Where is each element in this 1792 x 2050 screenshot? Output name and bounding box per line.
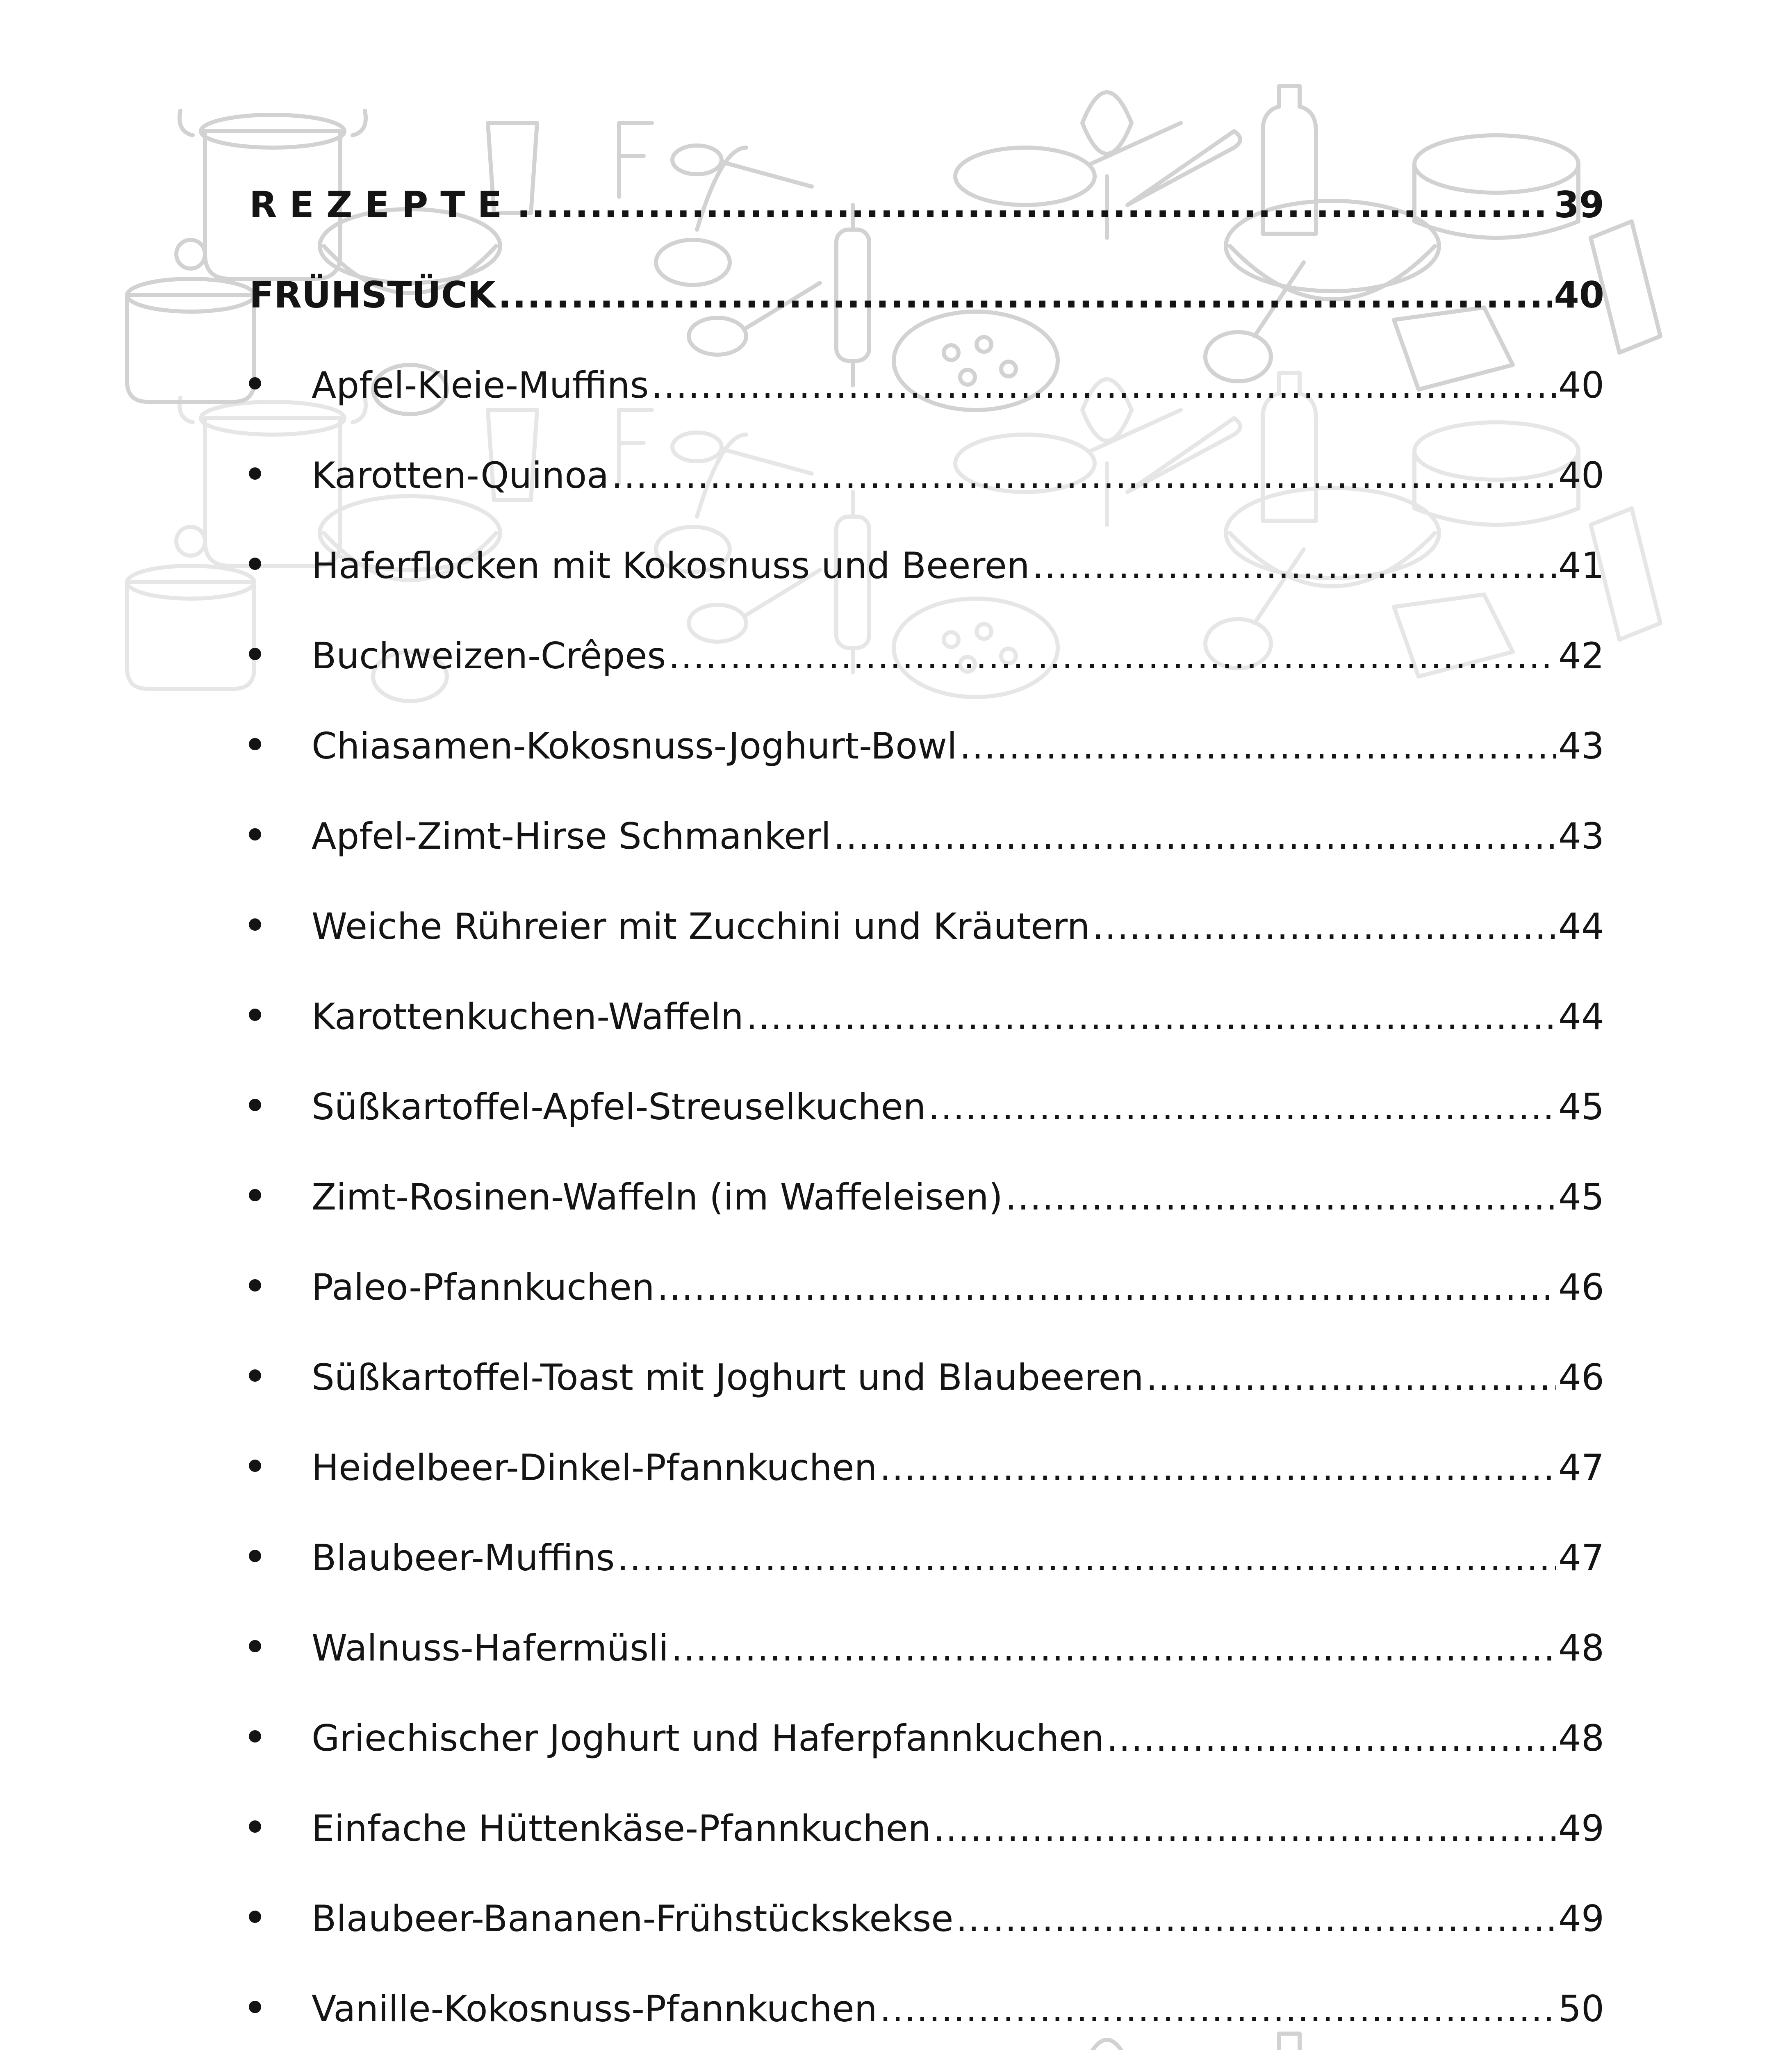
toc-item[interactable]: [312, 898, 1604, 955]
toc-item-title: Blaubeer-Muffins: [312, 1537, 615, 1579]
toc-page-number: 44: [1558, 905, 1604, 948]
dot-leader: [657, 1259, 1556, 1316]
bullet-icon: [249, 377, 261, 390]
toc-item-title: Chiasamen-Kokosnuss-Joghurt-Bowl: [312, 725, 957, 767]
toc-item[interactable]: [312, 1349, 1604, 1406]
toc-item[interactable]: [312, 1168, 1604, 1226]
toc-page-number: 46: [1558, 1356, 1604, 1399]
toc-item-title: Paleo-Pfannkuchen: [312, 1266, 655, 1308]
dot-leader: [833, 808, 1556, 865]
toc-page-number: 47: [1558, 1537, 1604, 1579]
toc-page-number: 45: [1558, 1086, 1604, 1128]
bullet-icon: [249, 1460, 261, 1472]
bullet-icon: [249, 1009, 261, 1021]
toc-section-title: FRÜHSTÜCK: [249, 274, 496, 316]
toc-item-title: Griechischer Joghurt und Haferpfannkuchen: [312, 1717, 1104, 1759]
toc-item-title: Einfache Hüttenkäse-Pfannkuchen: [312, 1807, 931, 1850]
dot-leader: [959, 718, 1556, 775]
toc-item[interactable]: [312, 1620, 1604, 1677]
toc-item[interactable]: [312, 718, 1604, 775]
bullet-icon: [249, 828, 261, 840]
bullet-icon: [249, 1550, 261, 1562]
bullet-icon: [249, 918, 261, 931]
toc-page-number: 48: [1558, 1627, 1604, 1669]
toc-item-title: Walnuss-Hafermüsli: [312, 1627, 669, 1669]
toc-page-number: 50: [1558, 1988, 1604, 2030]
dot-leader: [498, 266, 1552, 324]
toc-item[interactable]: [312, 1078, 1604, 1136]
toc-item-title: Apfel-Zimt-Hirse Schmankerl: [312, 815, 831, 857]
dot-leader: [1107, 1710, 1556, 1767]
toc-page-number: 41: [1558, 544, 1604, 587]
dot-leader: [746, 988, 1556, 1046]
dot-leader: [1005, 1168, 1556, 1226]
toc-section-rezepte[interactable]: [249, 176, 1604, 234]
toc-page-number: 45: [1558, 1176, 1604, 1218]
toc-item[interactable]: [312, 1980, 1604, 2038]
toc-item[interactable]: [312, 447, 1604, 504]
dot-leader: [611, 447, 1556, 504]
toc-page-number: 49: [1558, 1897, 1604, 1940]
dot-leader: [934, 1800, 1556, 1857]
bullet-icon: [249, 1099, 261, 1111]
toc-page-number: 39: [1554, 184, 1604, 226]
bullet-icon: [249, 1189, 261, 1201]
bullet-icon: [249, 738, 261, 750]
dot-leader: [617, 1529, 1556, 1587]
toc-item-title: Buchweizen-Crêpes: [312, 635, 666, 677]
toc-item[interactable]: [312, 808, 1604, 865]
bullet-icon: [249, 1279, 261, 1292]
toc-item[interactable]: [312, 1439, 1604, 1496]
toc-item-title: Haferflocken mit Kokosnuss und Beeren: [312, 544, 1030, 587]
bullet-icon: [249, 1911, 261, 1923]
toc-section-title: REZEPTE: [249, 184, 515, 226]
toc-item-title: Vanille-Kokosnuss-Pfannkuchen: [312, 1988, 877, 2030]
toc-item-title: Weiche Rühreier mit Zucchini und Kräutern: [312, 905, 1090, 948]
dot-leader: [668, 627, 1556, 685]
toc-item-title: Karotten-Quinoa: [312, 454, 609, 497]
toc-item-title: Karottenkuchen-Waffeln: [312, 995, 744, 1038]
dot-leader: [1032, 537, 1556, 594]
toc-page-number: 43: [1558, 725, 1604, 767]
bullet-icon: [249, 1640, 261, 1652]
toc-item-title: Süßkartoffel-Toast mit Joghurt und Blaubeeren: [312, 1356, 1144, 1399]
dot-leader: [928, 1078, 1556, 1136]
bullet-icon: [249, 467, 261, 480]
bullet-icon: [249, 648, 261, 660]
toc-item-title: Süßkartoffel-Apfel-Streuselkuchen: [312, 1086, 926, 1128]
toc-item[interactable]: [312, 1259, 1604, 1316]
toc-item[interactable]: [312, 1800, 1604, 1857]
toc-page-number: 42: [1558, 635, 1604, 677]
dot-leader: [880, 1980, 1556, 2038]
dot-leader: [517, 176, 1551, 234]
toc-item[interactable]: [312, 1529, 1604, 1587]
toc-page-number: 40: [1558, 454, 1604, 497]
bullet-icon: [249, 2001, 261, 2013]
toc-page-number: 49: [1558, 1807, 1604, 1850]
bullet-icon: [249, 1820, 261, 1833]
toc-item-title: Zimt-Rosinen-Waffeln (im Waffeleisen): [312, 1176, 1003, 1218]
toc-item[interactable]: [312, 988, 1604, 1046]
dot-leader: [671, 1620, 1556, 1677]
dot-leader: [879, 1439, 1556, 1496]
toc-item[interactable]: [312, 1710, 1604, 1767]
toc-item[interactable]: [312, 1890, 1604, 1947]
dot-leader: [651, 357, 1556, 414]
bullet-icon: [249, 1369, 261, 1382]
toc-page-number: 47: [1558, 1446, 1604, 1489]
dot-leader: [1093, 898, 1556, 955]
toc-page-number: 46: [1558, 1266, 1604, 1308]
toc-page-number: 43: [1558, 815, 1604, 857]
toc-item-title: Blaubeer-Bananen-Frühstückskekse: [312, 1897, 954, 1940]
toc-page-number: 40: [1554, 274, 1604, 316]
toc-page-number: 48: [1558, 1717, 1604, 1759]
toc-page-number: 40: [1558, 364, 1604, 406]
bullet-icon: [249, 1730, 261, 1742]
toc-item-title: Apfel-Kleie-Muffins: [312, 364, 649, 406]
bullet-icon: [249, 558, 261, 570]
toc-item-title: Heidelbeer-Dinkel-Pfannkuchen: [312, 1446, 877, 1489]
toc-item[interactable]: [312, 357, 1604, 414]
dot-leader: [1146, 1349, 1556, 1406]
toc-item[interactable]: [312, 537, 1604, 594]
dot-leader: [956, 1890, 1556, 1947]
toc-section-fruehstueck[interactable]: [249, 266, 1604, 324]
toc-item[interactable]: [312, 627, 1604, 685]
toc-page-number: 44: [1558, 995, 1604, 1038]
